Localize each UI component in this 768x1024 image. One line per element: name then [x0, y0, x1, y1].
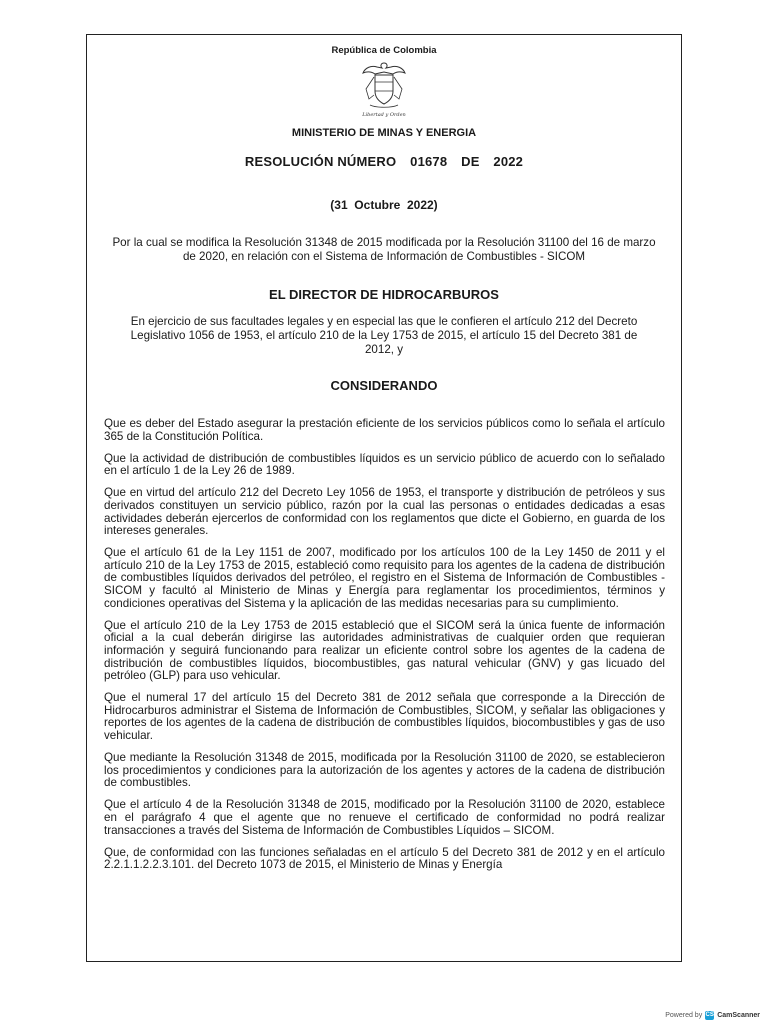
considerando-body — [104, 418, 665, 881]
resolution-year: 2022 — [493, 154, 524, 169]
considerando-paragraph: Que, de conformidad con las funciones señaladas en el artículo 5 del Decreto 381 de 2012 y en el artículo 2.2.1.1.2.2.3.101. del Decreto 1073 de 2015, el Ministerio de Minas y Energía — [104, 845, 665, 872]
ministry-name: MINISTERIO DE MINAS Y ENERGIA — [291, 127, 477, 139]
considerando-paragraph: Que en virtud del artículo 212 del Decreto Ley 1056 de 1953, el transporte y distribución de petróleos y sus derivados constituyen un servicio público, razón por la cual las personas o entidades dedicadas a esas actividades deberán ejercerlos de conformidad con los reglamentos que dicte el Gobierno, en guarda de los intereses generales. — [104, 486, 665, 538]
camscanner-icon: CS — [705, 1012, 714, 1018]
resolution-number: 01678 — [410, 154, 448, 169]
resolution-subject: Por la cual se modifica la Resolución 31348 de 2015 modificada por la Resolución 31100 del 16 de marzo de 2020, en relación con el Sistema de Información de Combustibles - SICOM — [112, 236, 656, 263]
authority-title: EL DIRECTOR DE HIDROCARBUROS — [269, 287, 499, 302]
resolution-title — [87, 154, 681, 169]
considerando-paragraph: Que el artículo 4 de la Resolución 31348 de 2015, modificado por la Resolución 31100 de 2020, establece en el parágrafo 4 que el agente que no renueve el certificado de conformidad no podrá realizar transacciones a través del Sistema de Información de Combustibles Líquidos – SICOM. — [104, 798, 665, 837]
resolution-label: RESOLUCIÓN NÚMERO — [244, 154, 397, 169]
considerando-paragraph: Que la actividad de distribución de combustibles líquidos es un servicio público de acuerdo con lo señalado en el artículo 1 de la Ley 26 de 1989. — [104, 451, 665, 478]
scanner-watermark — [665, 1011, 760, 1020]
considerando-paragraph: Que es deber del Estado asegurar la prestación eficiente de los servicios públicos como lo señala el artículo 365 de la Constitución Política. — [104, 417, 665, 443]
coat-of-arms-icon — [361, 59, 407, 119]
considerando-paragraph: Que el artículo 210 de la Ley 1753 de 2015 estableció que el SICOM será la única fuente de información oficial a la cual deberán dirigirse las autoridades administrativas de cualquier orden que requieran información y seguirá funcionando para realizar un eficiente control sobre los agentes de la cadena de distribución de combustibles líquidos, biocombustibles, gas natural vehicular (GNV) y gas licuado del petróleo (GLP) para uso vehicular. — [104, 618, 665, 683]
document-page — [86, 34, 682, 962]
coat-motto: Libertad y Orden — [362, 112, 406, 118]
resolution-date: (31 Octubre 2022) — [330, 198, 438, 212]
considerando-paragraph: Que el artículo 61 de la Ley 1151 de 2007, modificado por los artículos 100 de la Ley 1450 de 2011 y el artículo 210 de la Ley 1753 de 2015, estableció como requisito para los agentes de la cadena de distribución de combustibles líquidos derivados del petróleo, el registro en el Sistema de Información de Combustibles - SICOM y facultó al Ministerio de Minas y Energía para reglamentar los procedimientos, términos y condiciones operativas del Sistema y la aplicación de las medidas necesarias para su cumplimiento. — [104, 546, 665, 610]
camscanner-name: CamScanner — [717, 1012, 760, 1019]
considerando-paragraph: Que mediante la Resolución 31348 de 2015, modificada por la Resolución 31100 de 2020, se establecieron los procedimientos y condiciones para la autorización de los agentes y actores de la cadena de distribución de combustibles. — [104, 751, 665, 790]
powered-by-label: Powered by — [665, 1012, 703, 1019]
resolution-de: DE — [461, 154, 480, 169]
authority-powers: En ejercicio de sus facultades legales y en especial las que le confieren el artículo 212 del Decreto Legislativo 1056 de 1953, el artículo 210 de la Ley 1753 de 2015, el artículo 15 del Decreto 381 de 2012, y — [130, 315, 638, 356]
considerando-heading: CONSIDERANDO — [330, 378, 438, 393]
considerando-paragraph: Que el numeral 17 del artículo 15 del Decreto 381 de 2012 señala que corresponde a la Dirección de Hidrocarburos administrar el Sistema de Información de Combustibles, SICOM, y señalar las obligaciones y reportes de los agentes de la cadena de distribución de combustibles líquidos, biocombustibles y gas de uso vehicular. — [104, 691, 665, 742]
country-heading: República de Colombia — [331, 45, 437, 56]
